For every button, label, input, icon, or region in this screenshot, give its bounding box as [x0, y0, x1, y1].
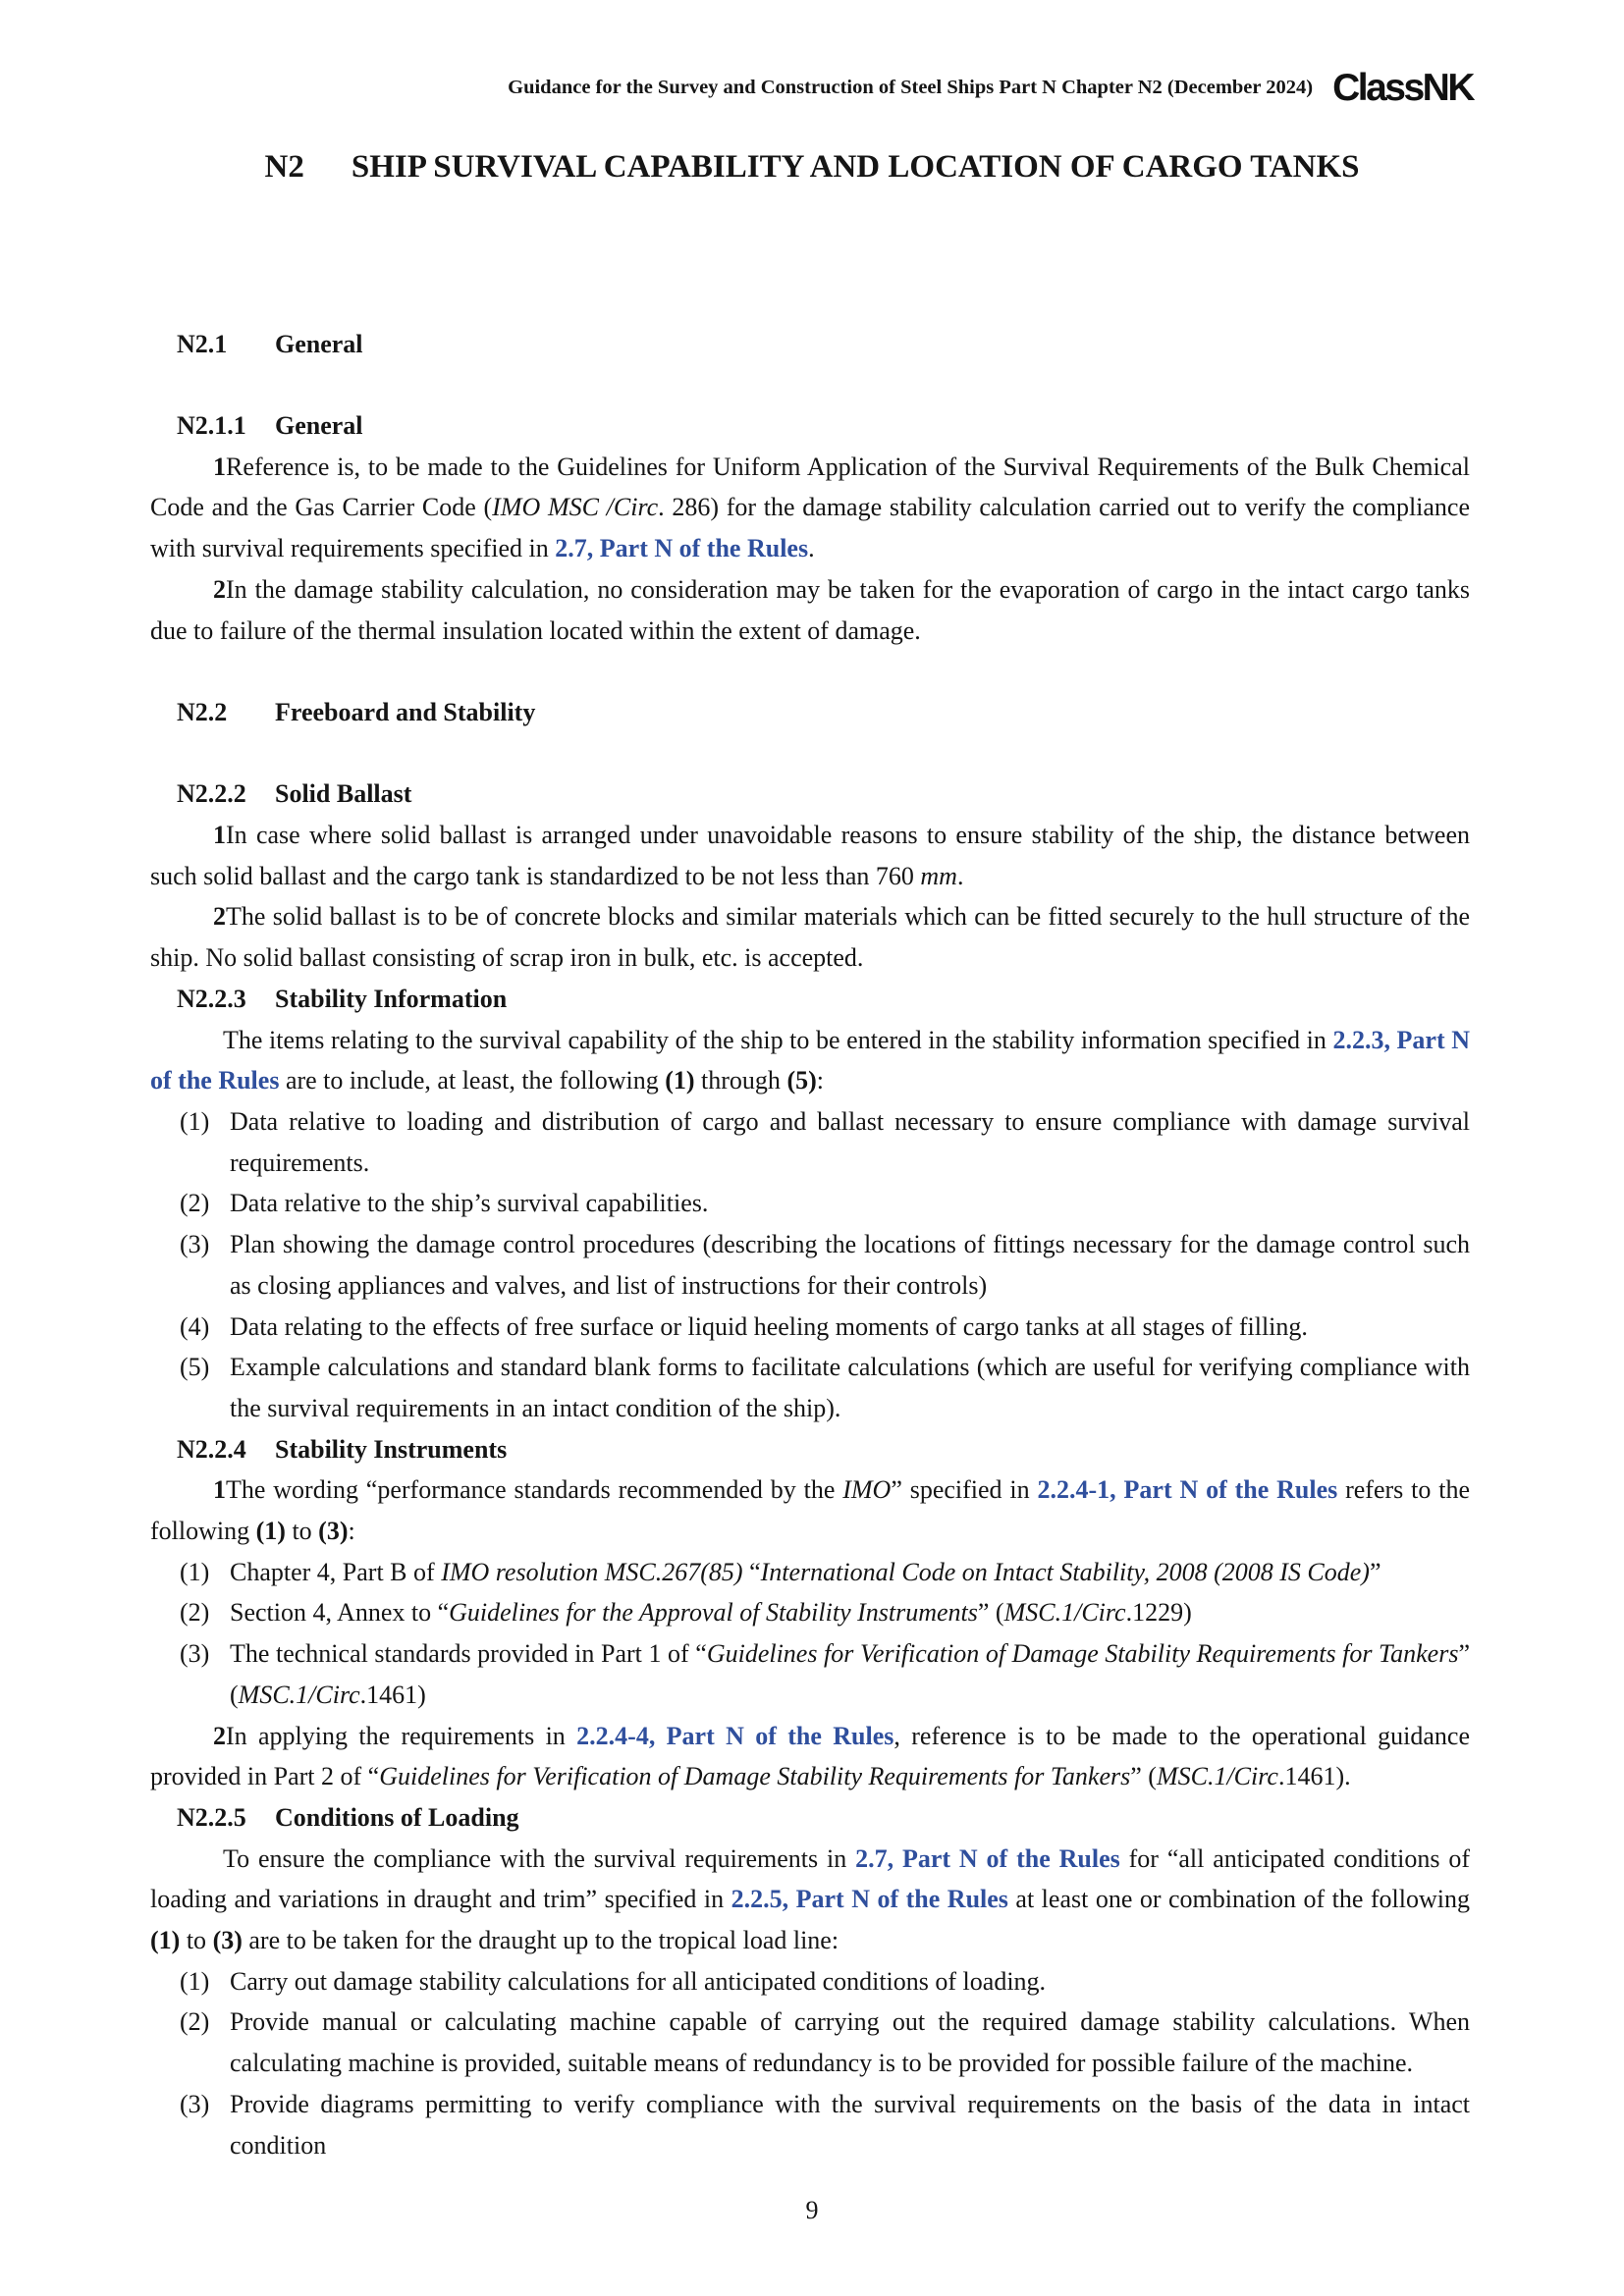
page-number: 9 [805, 2196, 819, 2224]
text-run: Example calculations and standard blank forms to facilitate calculations (which are useful for verifying compliance with the survival requirements in an intact condition of the ship). [230, 1353, 1470, 1422]
text-run: . 286) for the damage stability calculation carried out to verify the compliance with survival requirements specified in [150, 493, 1471, 563]
text-run: Data relating to the effects of free surface or liquid heeling moments of cargo tanks at all stages of filling. [230, 1311, 1308, 1341]
heading-number: N2.2.4 [177, 1434, 246, 1464]
text-run: (5) [786, 1066, 817, 1095]
section-heading-N2.1.1 [150, 405, 1470, 447]
list-item-number: (2) [180, 2007, 210, 2037]
section-heading-N2.2.5 [150, 1797, 1470, 1839]
text-run: mm [920, 861, 957, 890]
text-run: .1461) [359, 1680, 426, 1709]
list-item-number: (3) [180, 1639, 210, 1669]
paragraph [150, 815, 1470, 896]
rule-reference-link[interactable]: 2.7, Part N of the Rules [555, 534, 809, 563]
list-item [150, 1101, 1470, 1183]
heading-number: N2.1.1 [177, 411, 246, 441]
text-run: MSC.1/Circ [238, 1680, 360, 1709]
page-header [150, 69, 1473, 107]
heading-number: N2.2.2 [177, 779, 246, 809]
running-header-title: Guidance for the Survey and Construction of Steel Ships Part N Chapter N2 (December 2024) [508, 77, 1314, 98]
text-run: Data relative to loading and distribution of cargo and ballast necessary to ensure compliance with damage survival requirements. [230, 1107, 1470, 1177]
chapter-title-text: SHIP SURVIVAL CAPABILITY AND LOCATION OF CARGO TANKS [351, 149, 1360, 185]
list-item [150, 1961, 1470, 2002]
text-run: IMO MSC /Circ [492, 493, 659, 522]
list-item-number: (2) [180, 1598, 210, 1628]
text-run: ” [1369, 1557, 1381, 1586]
text-run: . [808, 534, 815, 563]
text-run: Guidelines for Verification of Damage Stability Requirements for Tankers [379, 1762, 1131, 1791]
document-content [150, 283, 1470, 2165]
text-run: IMO resolution MSC.267(85) [441, 1557, 743, 1586]
section-heading-N2.1 [150, 324, 1470, 365]
paragraph [150, 447, 1470, 569]
text-run: through [694, 1066, 787, 1095]
text-run: ” ( [230, 1639, 1470, 1709]
text-run: to [180, 1926, 213, 1955]
section-heading-N2.2.4 [150, 1429, 1470, 1470]
list-item [150, 1633, 1470, 1715]
list-item [150, 1224, 1470, 1306]
text-run: : [816, 1066, 824, 1095]
text-run: Guidelines for Verification of Damage Stability Requirements for Tankers [706, 1639, 1459, 1669]
text-run: International Code on Intact Stability, 2008 (2008 IS Code) [760, 1557, 1370, 1586]
text-run: (3) [212, 1926, 243, 1955]
text-run: The items relating to the survival capability of the ship to be entered in the stability information specified in [223, 1025, 1333, 1054]
list-item-number: (4) [180, 1311, 210, 1341]
text-run: The solid ballast is to be of concrete blocks and similar materials which can be fitted securely to the hull structure of the ship. No solid ballast consisting of scrap iron in bulk, etc. is accepted. [150, 902, 1470, 973]
text-run: : [348, 1517, 355, 1546]
text-run: to [285, 1517, 319, 1546]
classnk-logo: ClassNK [1332, 67, 1473, 109]
chapter-title [0, 149, 1624, 186]
paragraph-number: 1 [213, 821, 226, 850]
heading-title: Solid Ballast [275, 779, 412, 809]
list-item-number: (5) [180, 1353, 210, 1382]
paragraph [150, 569, 1470, 651]
heading-title: Freeboard and Stability [275, 697, 536, 726]
text-run: In applying the requirements in [226, 1721, 577, 1750]
rule-reference-link[interactable]: 2.2.3, Part N of the Rules [150, 1025, 1470, 1095]
list-item-number: (2) [180, 1189, 210, 1218]
heading-number: N2.2 [177, 697, 228, 726]
heading-title: General [275, 329, 363, 358]
text-run: Section 4, Annex to “ [230, 1598, 450, 1628]
paragraph [150, 1469, 1470, 1551]
heading-number: N2.2.5 [177, 1802, 246, 1832]
list-item-number: (3) [180, 1230, 210, 1259]
text-run: MSC.1/Circ [1156, 1762, 1278, 1791]
text-run: Carry out damage stability calculations for all anticipated conditions of loading. [230, 1966, 1047, 1996]
list-item [150, 1592, 1470, 1633]
rule-reference-link[interactable]: 2.7, Part N of the Rules [855, 1843, 1120, 1873]
text-run: (3) [318, 1517, 349, 1546]
text-run: MSC.1/Circ [1003, 1598, 1126, 1628]
heading-title: Stability Instruments [275, 1434, 508, 1464]
rule-reference-link[interactable]: 2.2.4-1, Part N of the Rules [1037, 1475, 1338, 1505]
chapter-number: N2 [264, 149, 304, 185]
text-run: are to include, at least, the following [279, 1066, 666, 1095]
text-run: Provide diagrams permitting to verify compliance with the survival requirements on the basis of the data in intact condition [230, 2089, 1470, 2160]
paragraph [150, 896, 1470, 978]
paragraph-number: 1 [213, 452, 226, 481]
list-item-number: (1) [180, 1107, 210, 1136]
text-run: Reference is, to be made to the Guidelines for Uniform Application of the Survival Requirements of the Bulk Chemical Code and the Gas Carrier Code ( [150, 452, 1470, 522]
heading-title: Conditions of Loading [275, 1802, 519, 1832]
text-run: In the damage stability calculation, no consideration may be taken for the evaporation of cargo in the intact cargo tanks due to failure of the thermal insulation located within the extent of damage. [150, 574, 1470, 645]
text-run: In case where solid ballast is arranged under unavoidable reasons to ensure stability of the ship, the distance between such solid ballast and the cargo tank is standardized to be not less than 760 [150, 821, 1470, 890]
rule-reference-link[interactable]: 2.2.5, Part N of the Rules [731, 1885, 1008, 1914]
list-item-number: (1) [180, 1966, 210, 1996]
section-heading-N2.2 [150, 692, 1470, 733]
text-run: The wording “performance standards recommended by the [226, 1475, 843, 1505]
paragraph-number: 2 [213, 902, 226, 932]
list-item [150, 2002, 1470, 2083]
text-run: (1) [150, 1926, 181, 1955]
text-run: .1229) [1125, 1598, 1192, 1628]
list-item-number: (3) [180, 2089, 210, 2118]
heading-number: N2.1 [177, 329, 228, 358]
text-run: “ [742, 1557, 761, 1586]
text-run: ” ( [1130, 1762, 1157, 1791]
text-run: Data relative to the ship’s survival capabilities. [230, 1189, 709, 1218]
list-item-number: (1) [180, 1557, 210, 1586]
text-run: at least one or combination of the following [1007, 1885, 1470, 1914]
text-run: Provide manual or calculating machine capable of carrying out the required damage stability calculations. When calculating machine is provided, suitable means of redundancy is to be provided for possible failure of the machine. [230, 2007, 1470, 2078]
paragraph [150, 1020, 1470, 1101]
text-run: refers to the following [150, 1475, 1470, 1546]
list-item [150, 1552, 1470, 1593]
text-run: (1) [255, 1517, 286, 1546]
paragraph-number: 2 [213, 1721, 226, 1750]
paragraph [150, 1716, 1470, 1797]
paragraph [150, 1839, 1470, 1961]
text-run: The technical standards provided in Part 1 of “ [230, 1639, 707, 1669]
text-run: are to be taken for the draught up to the tropical load line: [242, 1926, 839, 1955]
heading-title: Stability Information [275, 984, 508, 1013]
paragraph-number: 2 [213, 574, 226, 604]
text-run: ” specified in [891, 1475, 1038, 1505]
text-run: . [956, 861, 964, 890]
text-run: , reference is to be made to the operational guidance provided in Part 2 of “ [150, 1721, 1470, 1791]
text-run: for “all anticipated conditions of loading and variations in draught and trim” specified in [150, 1843, 1471, 1914]
text-run: .1461). [1277, 1762, 1351, 1791]
list-item [150, 1183, 1470, 1224]
text-run: ” ( [977, 1598, 1004, 1628]
section-heading-N2.2.3 [150, 979, 1470, 1020]
text-run: Plan showing the damage control procedures (describing the locations of fittings necessary for the damage control such as closing appliances and valves, and list of instructions for their controls) [230, 1230, 1470, 1300]
paragraph-number: 1 [213, 1475, 226, 1505]
section-heading-N2.2.2 [150, 774, 1470, 815]
text-run: (1) [665, 1066, 695, 1095]
text-run: Guidelines for the Approval of Stability Instruments [449, 1598, 978, 1628]
rule-reference-link[interactable]: 2.2.4-4, Part N of the Rules [576, 1721, 894, 1750]
heading-title: General [275, 411, 363, 441]
text-run: Chapter 4, Part B of [230, 1557, 442, 1586]
text-run: IMO [842, 1475, 892, 1505]
list-item [150, 1307, 1470, 1348]
text-run: To ensure the compliance with the survival requirements in [223, 1843, 856, 1873]
list-item [150, 2084, 1470, 2165]
list-item [150, 1347, 1470, 1428]
heading-number: N2.2.3 [177, 984, 246, 1013]
